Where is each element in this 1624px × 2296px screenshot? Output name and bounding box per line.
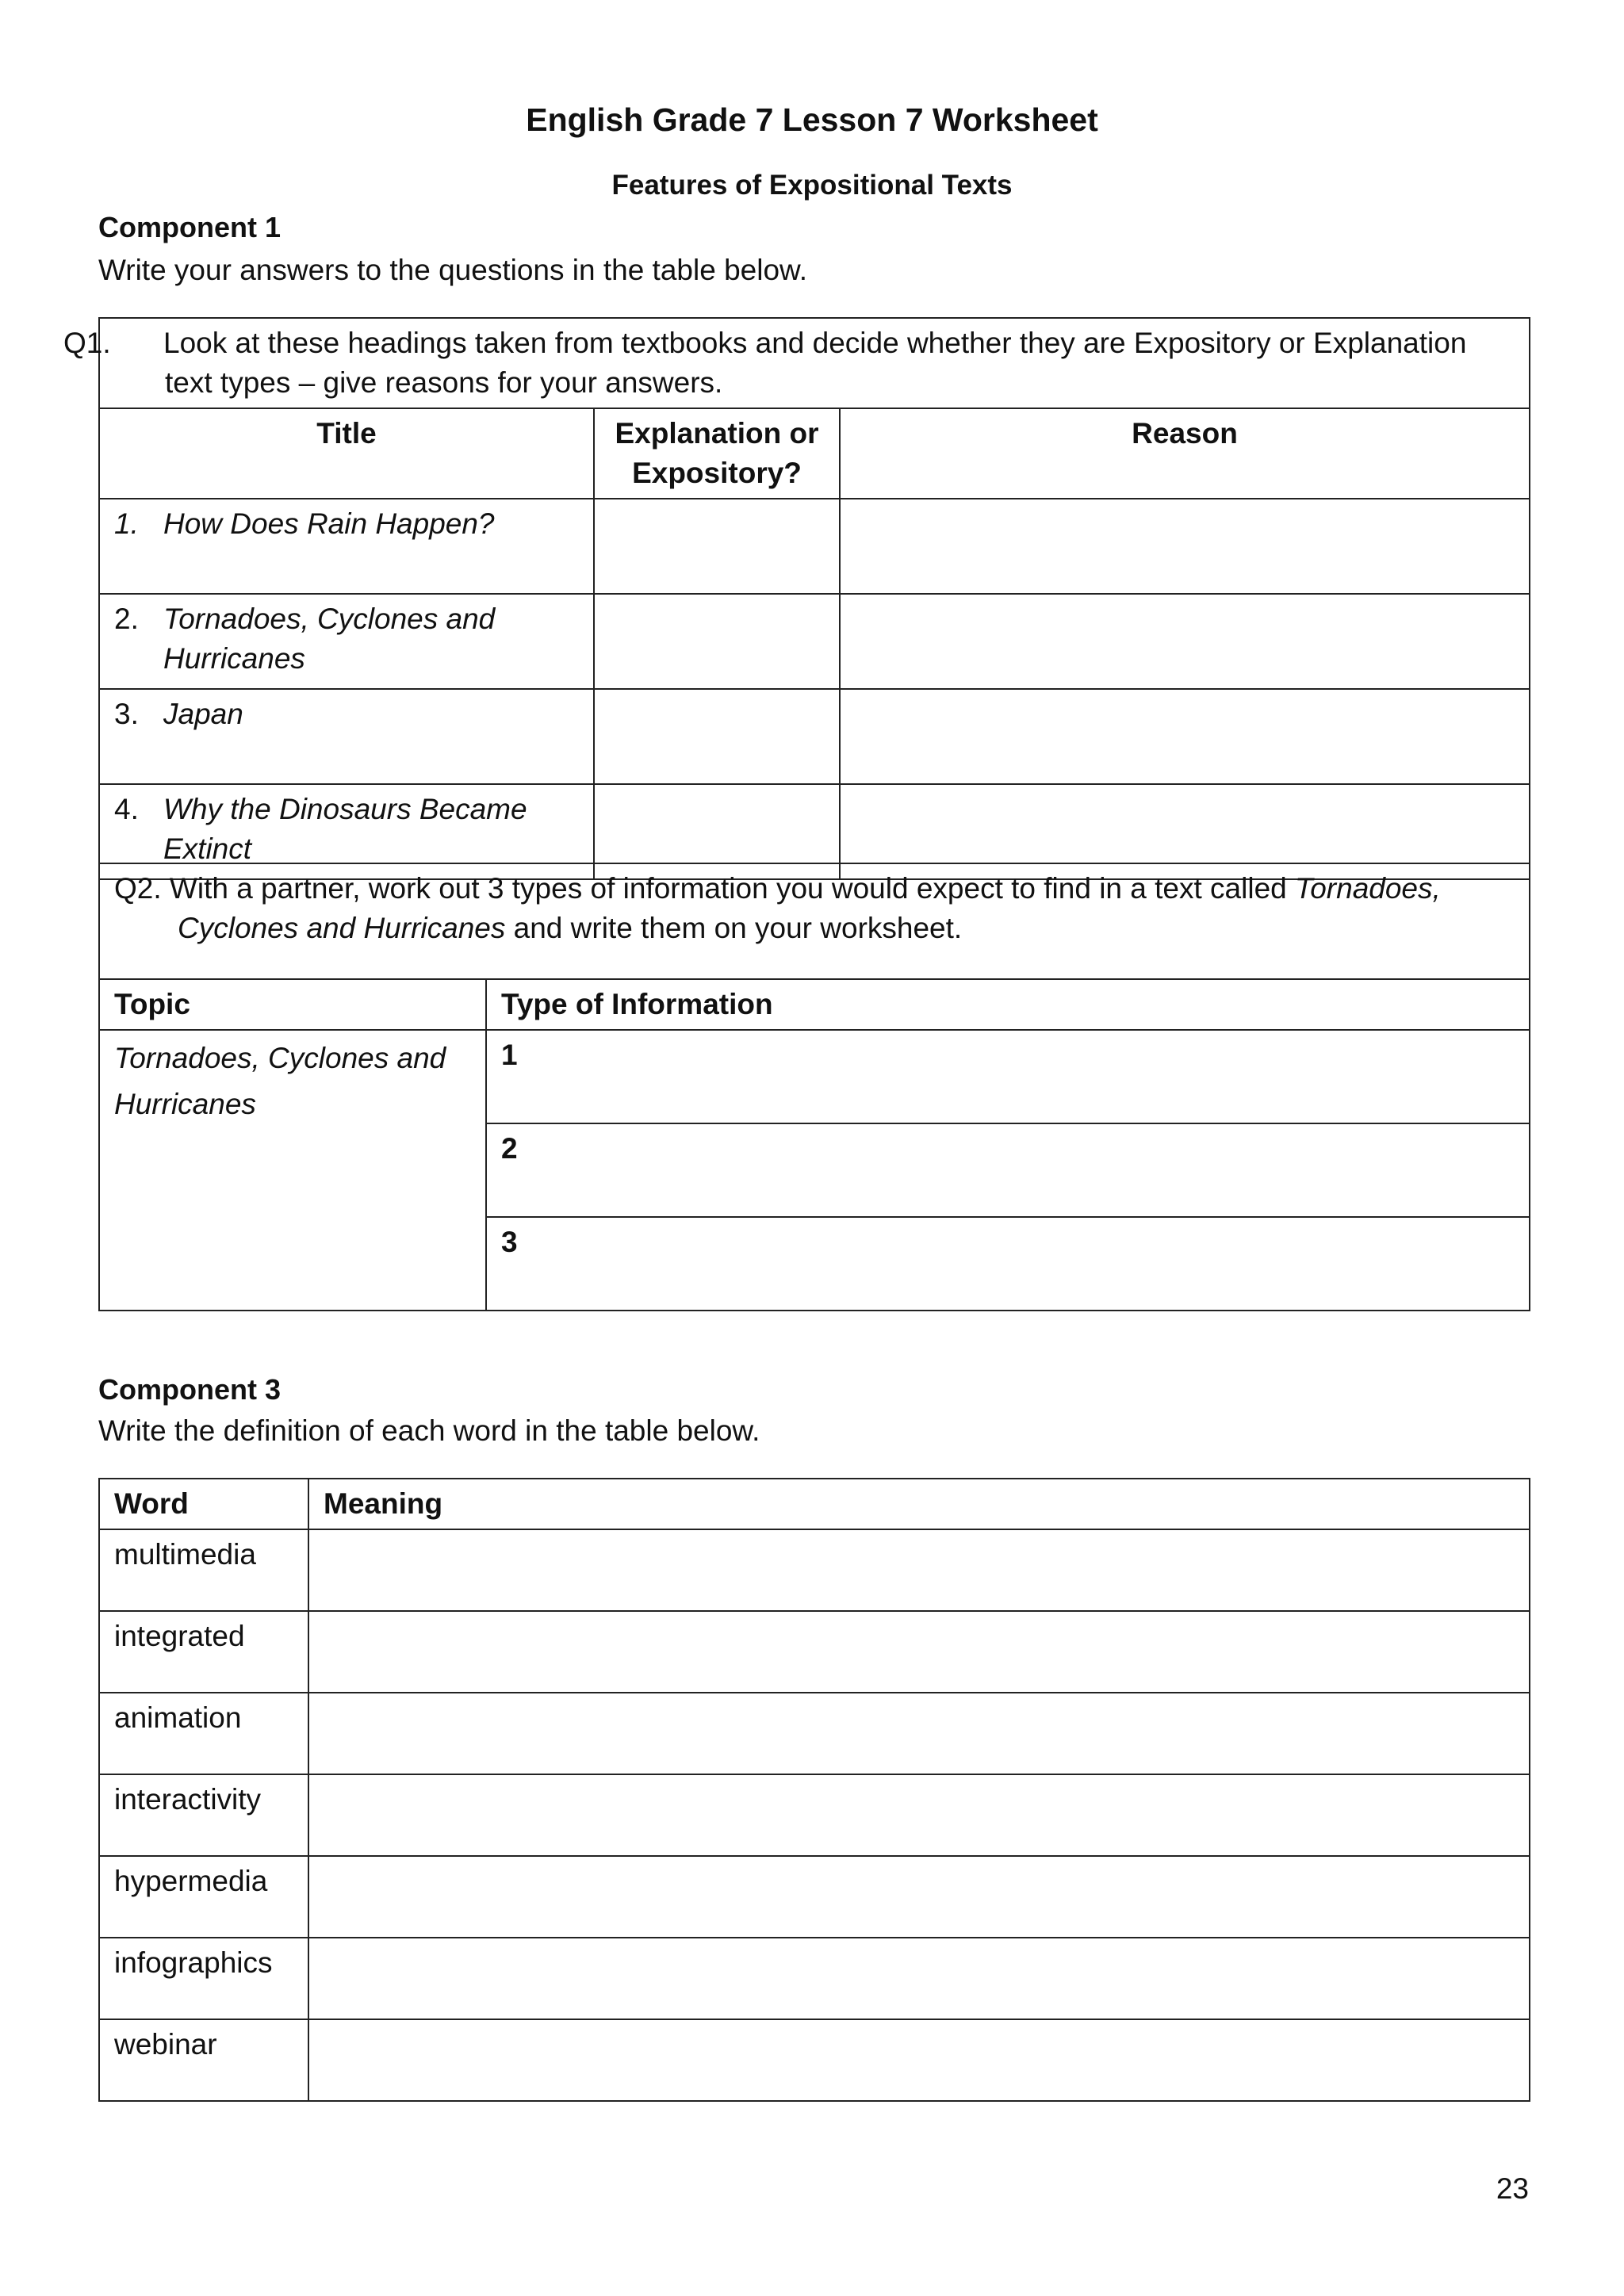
vocab-header-row: [99, 1479, 1530, 1529]
q2-info-cell[interactable]: 2: [486, 1123, 1530, 1217]
table-row: [99, 1856, 1530, 1938]
table-row: [99, 1693, 1530, 1774]
row-number: 2.: [114, 603, 139, 635]
q1-answer-reason-cell[interactable]: [840, 689, 1530, 784]
q1-question-cell: [63, 318, 1530, 408]
vocab-word: integrated: [99, 1611, 308, 1693]
q2-col-info: Type of Information: [486, 979, 1530, 1030]
row-number: 3.: [114, 698, 139, 730]
row-title: Tornadoes, Cyclones and Hurricanes: [163, 603, 496, 675]
vocab-word: hypermedia: [99, 1856, 308, 1938]
q2-table: [98, 863, 1530, 1311]
table-row: [99, 499, 1530, 594]
q2-topic-cell: Tornadoes, Cyclones and Hurricanes: [99, 1030, 486, 1311]
q1-answer-type-cell[interactable]: [594, 594, 840, 689]
q2-col-topic: Topic: [99, 979, 486, 1030]
q2-text-before: With a partner, work out 3 types of information you would expect to find in a text called: [169, 872, 1287, 905]
q2-header-row: [99, 979, 1530, 1030]
table-row: [99, 1529, 1530, 1611]
q2-text-italic: Tornadoes, Cyclones and Hurricanes: [178, 872, 1441, 944]
vocab-meaning-cell[interactable]: [308, 1774, 1530, 1856]
q1-answer-reason-cell[interactable]: [840, 594, 1530, 689]
row-number: 4.: [114, 793, 139, 825]
vocab-col-meaning: Meaning: [308, 1479, 1530, 1529]
q1-title-cell: [99, 499, 594, 594]
q1-title-cell: [99, 689, 594, 784]
row-number: 1.: [114, 507, 139, 540]
row-title: Japan: [163, 698, 243, 730]
q1-answer-type-cell[interactable]: [594, 689, 840, 784]
page-title: English Grade 7 Lesson 7 Worksheet: [526, 101, 1098, 138]
table-row: [99, 1030, 1530, 1123]
row-title: Why the Dinosaurs Became Extinct: [163, 793, 527, 865]
q1-text: Look at these headings taken from textbooks and decide whether they are Expository or Explanation text types – give reasons for your answers.: [163, 327, 1467, 399]
vocab-meaning-cell[interactable]: [308, 1611, 1530, 1693]
q2-question-row: [99, 863, 1530, 979]
q1-number: Q1.: [63, 327, 111, 359]
vocab-word: multimedia: [99, 1529, 308, 1611]
q1-title-cell: [99, 594, 594, 689]
component-1-instruction: Write your answers to the questions in the table below.: [98, 254, 807, 286]
vocab-word: infographics: [99, 1938, 308, 2019]
vocab-word: animation: [99, 1693, 308, 1774]
q1-header-row: [99, 408, 1530, 499]
table-row: [99, 689, 1530, 784]
vocab-meaning-cell[interactable]: [308, 2019, 1530, 2101]
q1-col-reason: Reason: [840, 408, 1530, 499]
q1-col-type: Explanation or Expository?: [594, 408, 840, 499]
q1-answer-reason-cell[interactable]: [840, 499, 1530, 594]
component-3-heading: Component 3: [98, 1373, 281, 1406]
q2-info-cell[interactable]: 1: [486, 1030, 1530, 1123]
vocab-col-word: Word: [99, 1479, 308, 1529]
vocab-word: interactivity: [99, 1774, 308, 1856]
vocabulary-table: [98, 1478, 1530, 2102]
table-row: [99, 1774, 1530, 1856]
q1-question-row: [99, 318, 1530, 408]
table-row: [99, 594, 1530, 689]
page-subtitle: Features of Expositional Texts: [611, 170, 1013, 201]
row-title: How Does Rain Happen?: [163, 507, 495, 540]
vocab-word: webinar: [99, 2019, 308, 2101]
q2-text-after: and write them on your worksheet.: [513, 912, 963, 944]
vocab-meaning-cell[interactable]: [308, 1693, 1530, 1774]
q2-number: Q2.: [114, 872, 162, 905]
vocab-meaning-cell[interactable]: [308, 1938, 1530, 2019]
q2-info-cell[interactable]: 3: [486, 1217, 1530, 1311]
component-1-heading: Component 1: [98, 211, 281, 243]
table-row: [99, 1611, 1530, 1693]
table-row: [99, 2019, 1530, 2101]
vocab-meaning-cell[interactable]: [308, 1856, 1530, 1938]
q1-table: [63, 317, 1530, 880]
q1-answer-type-cell[interactable]: [594, 499, 840, 594]
page-number: 23: [1496, 2172, 1529, 2205]
component-3-instruction: Write the definition of each word in the table below.: [98, 1414, 760, 1447]
table-row: [99, 1938, 1530, 2019]
q2-question-cell: [99, 863, 1530, 979]
vocab-meaning-cell[interactable]: [308, 1529, 1530, 1611]
q1-col-title: Title: [99, 408, 594, 499]
